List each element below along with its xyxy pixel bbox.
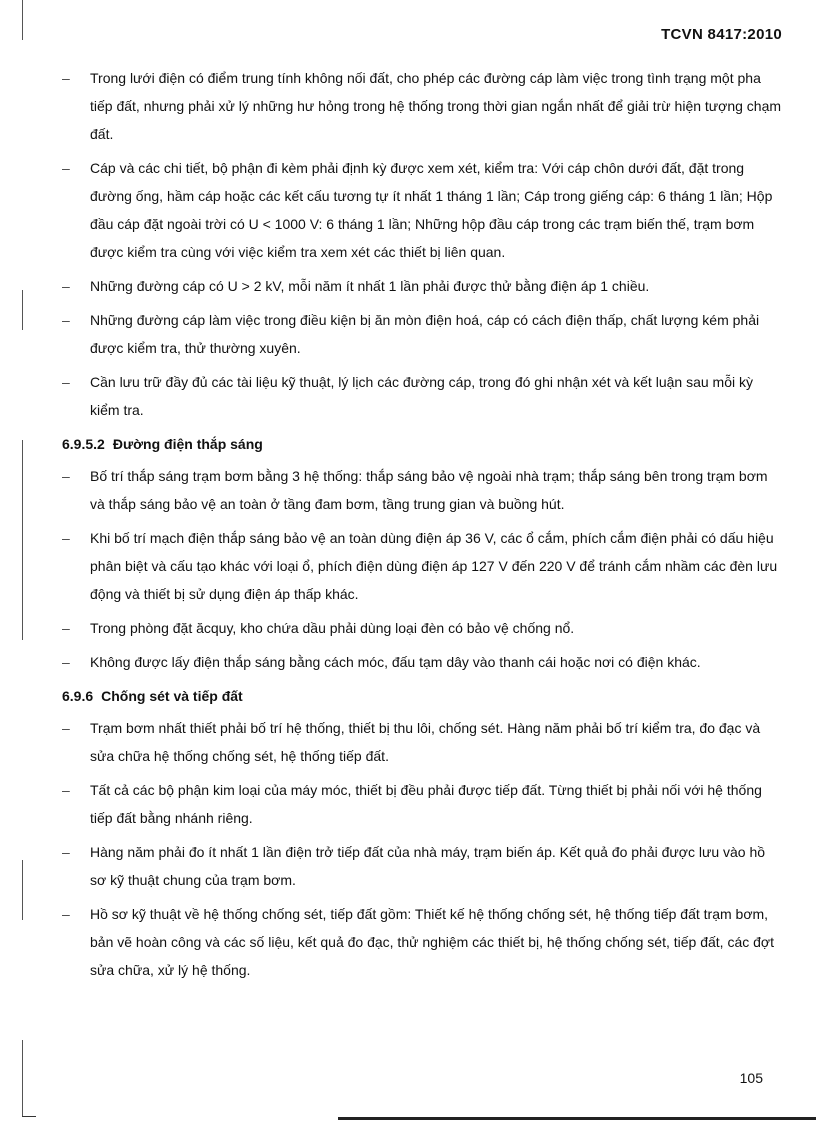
list-item — [62, 614, 782, 642]
scan-margin-line — [22, 1040, 23, 1116]
bullet-dash: – — [62, 844, 70, 860]
list-item — [62, 838, 782, 894]
item-text: Cáp và các chi tiết, bộ phận đi kèm phải định kỳ được xem xét, kiểm tra: Với cáp chôn dưới đất, đặt trong đường ống, hầm cáp hoặc các kết cấu tương tự ít nhất 1 tháng 1 lần; Cáp trong giếng cáp: 6 tháng 1 lần; Hộp đầu cáp đặt ngoài trời có U < 1000 V: 6 tháng 1 lần; Những hộp đầu cáp trong các trạm biến thế, trạm bơm được kiểm tra cùng với việc kiểm tra xem xét các thiết bị liên quan. — [90, 160, 773, 260]
list-item — [62, 776, 782, 832]
list-item — [62, 64, 782, 148]
section-number: 6.9.5.2 — [62, 436, 105, 452]
item-text: Những đường cáp có U > 2 kV, mỗi năm ít nhất 1 lần phải được thử bằng điện áp 1 chiều. — [90, 278, 650, 294]
section-title: Chống sét và tiếp đất — [101, 688, 243, 704]
scan-margin-line — [22, 290, 23, 330]
scan-corner-mark — [22, 1116, 36, 1117]
bullet-dash: – — [62, 906, 70, 922]
section-title: Đường điện thắp sáng — [112, 436, 263, 452]
item-text: Khi bố trí mạch điện thắp sáng bảo vệ an toàn dùng điện áp 36 V, các ổ cắm, phích cắm điện phải có dấu hiệu phân biệt và cấu tạo khác với loại ổ, phích điện dùng điện áp 127 V đến 220 V để tránh cắm nhầm các đèn lưu động và thiết bị sử dụng điện áp thấp khác. — [90, 530, 778, 602]
item-text: Hàng năm phải đo ít nhất 1 lần điện trở tiếp đất của nhà máy, trạm biến áp. Kết quả đo phải được lưu vào hồ sơ kỹ thuật chung của trạm bơm. — [90, 844, 766, 888]
scan-margin-line — [22, 860, 23, 920]
bullet-dash: – — [62, 312, 70, 328]
list-item — [62, 154, 782, 266]
list-item — [62, 900, 782, 984]
bullet-dash: – — [62, 782, 70, 798]
section-heading-lighting — [62, 430, 782, 458]
list-item — [62, 648, 782, 676]
bullet-dash: – — [62, 278, 70, 294]
footer-rule — [338, 1117, 816, 1120]
item-text: Trong phòng đặt ăcquy, kho chứa dầu phải dùng loại đèn có bảo vệ chống nổ. — [90, 620, 575, 636]
item-text: Không được lấy điện thắp sáng bằng cách móc, đấu tạm dây vào thanh cái hoặc nơi có điện khác. — [90, 654, 701, 670]
item-text: Cần lưu trữ đầy đủ các tài liệu kỹ thuật, lý lịch các đường cáp, trong đó ghi nhận xét và kết luận sau mỗi kỳ kiểm tra. — [90, 374, 753, 418]
page-number: 105 — [739, 1070, 763, 1086]
bullet-dash: – — [62, 720, 70, 736]
document-id: TCVN 8417:2010 — [661, 26, 782, 43]
bullet-dash: – — [62, 530, 70, 546]
bullet-dash: – — [62, 620, 70, 636]
list-item — [62, 462, 782, 518]
section-heading-grounding — [62, 682, 782, 710]
bullet-dash: – — [62, 374, 70, 390]
item-text: Hồ sơ kỹ thuật về hệ thống chống sét, tiếp đất gồm: Thiết kế hệ thống chống sét, hệ thống tiếp đất trạm bơm, bản vẽ hoàn công và các số liệu, kết quả đo đạc, thử nghiệm các thiết bị, hệ thống chống sét, tiếp đất, các đợt sửa chữa, xử lý hệ thống. — [90, 906, 774, 978]
scan-margin-line — [22, 440, 23, 640]
list-item — [62, 368, 782, 424]
list-item — [62, 524, 782, 608]
item-text: Những đường cáp làm việc trong điều kiện bị ăn mòn điện hoá, cáp có cách điện thấp, chất lượng kém phải được kiểm tra, thử thường xuyên. — [90, 312, 760, 356]
bullet-dash: – — [62, 654, 70, 670]
body-content — [62, 64, 782, 990]
list-item — [62, 306, 782, 362]
bullet-dash: – — [62, 468, 70, 484]
list-item — [62, 272, 782, 300]
bullet-dash: – — [62, 160, 70, 176]
section-number: 6.9.6 — [62, 688, 94, 704]
bullet-dash: – — [62, 70, 70, 86]
item-text: Trong lưới điện có điểm trung tính không nối đất, cho phép các đường cáp làm việc trong tình trạng một pha tiếp đất, nhưng phải xử lý những hư hỏng trong hệ thống trong thời gian ngắn nhất để giải trừ hiện tượng chạm đất. — [90, 70, 782, 142]
item-text: Bố trí thắp sáng trạm bơm bằng 3 hệ thống: thắp sáng bảo vệ ngoài nhà trạm; thắp sáng bên trong trạm bơm và thắp sáng bảo vệ an toàn ở tầng đam bơm, tầng trung gian và buồng hút. — [90, 468, 768, 512]
list-item — [62, 714, 782, 770]
item-text: Tất cả các bộ phận kim loại của máy móc, thiết bị đều phải được tiếp đất. Từng thiết bị phải nối với hệ thống tiếp đất bằng nhánh riêng. — [90, 782, 762, 826]
scan-margin-line — [22, 0, 23, 40]
item-text: Trạm bơm nhất thiết phải bố trí hệ thống, thiết bị thu lôi, chống sét. Hàng năm phải bố trí kiểm tra, đo đạc và sửa chữa hệ thống chống sét, hệ thống tiếp đất. — [90, 720, 761, 764]
